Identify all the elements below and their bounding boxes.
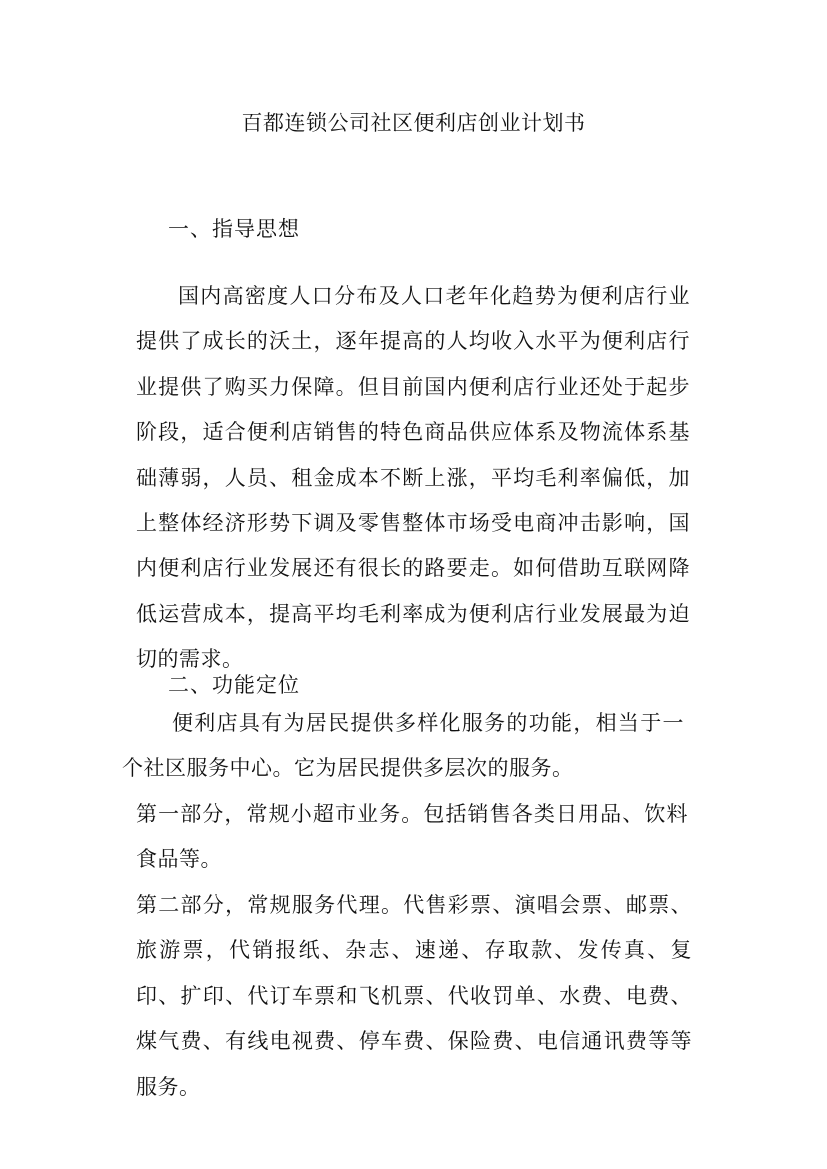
paragraph-guiding-ideology: 国内高密度人口分布及人口老年化趋势为便利店行业提供了成长的沃土，逐年提高的人均收入水平为便利店行业提供了购买力保障。但目前国内便利店行业还处于起步阶段，适合便利店销售的特色商品供应体系及物流体系基础薄弱，人员、租金成本不断上涨，平均毛利率偏低，加上整体经济形势下调及零售整体市场受电商冲击影响，国内便利店行业发展还有很长的路要走。如何借助互联网降低运营成本，提高平均毛利率成为便利店行业发展最为迫切的需求。 <box>136 284 690 672</box>
section-heading-guiding-ideology: 一、指导思想 <box>168 217 300 241</box>
paragraph-part-two: 第二部分，常规服务代理。代售彩票、演唱会票、邮票、旅游票，代销报纸、杂志、速递、存取款、发传真、复印、扩印、代订车票和飞机票、代收罚单、水费、电费、煤气费、有线电视费、停车费、保险费、电信通讯费等等服务。 <box>136 893 692 1099</box>
document-title: 百都连锁公司社区便利店创业计划书 <box>241 111 586 135</box>
section-heading-function-positioning: 二、功能定位 <box>168 673 300 697</box>
paragraph-part-one: 第一部分，常规小超市业务。包括销售各类日用品、饮料食品等。 <box>136 802 688 872</box>
paragraph-function-intro: 便利店具有为居民提供多样化服务的功能，相当于一个社区服务中心。它为居民提供多层次的服务。 <box>122 711 684 781</box>
